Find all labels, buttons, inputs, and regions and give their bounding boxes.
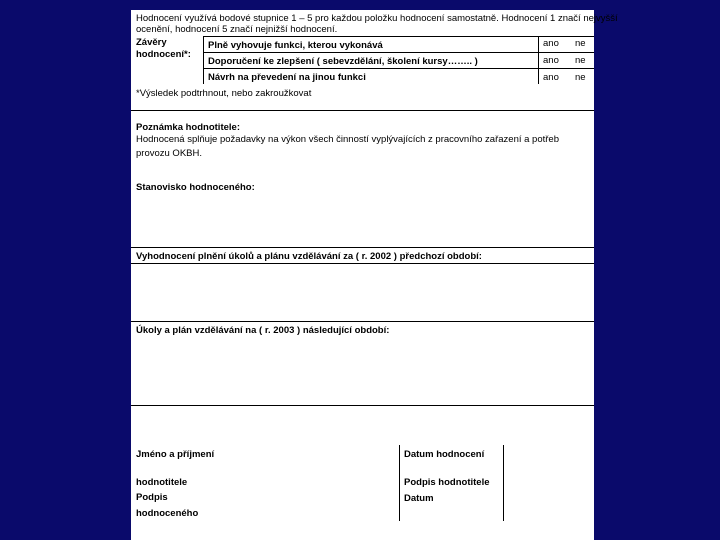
conclusions-left-rule <box>203 36 204 84</box>
conclusion-row-yes[interactable]: ano <box>543 55 559 66</box>
conclusion-row-text: Doporučení ke zlepšení ( sebevzdělání, školení kursy…….. ) <box>208 56 478 67</box>
evaluator-note-title: Poznámka hodnotitele: <box>136 122 240 133</box>
name-label: Jméno a příjmení <box>136 449 215 460</box>
signature-field[interactable] <box>503 445 594 521</box>
evaluated-label: hodnoceného <box>136 508 199 519</box>
conclusions-label-line1: Závěry <box>136 37 167 48</box>
conclusion-row-no[interactable]: ne <box>575 55 586 66</box>
tasks-plan-title: Úkoly a plán vzdělávání na ( r. 2003 ) následující období: <box>136 325 390 336</box>
conclusion-row-yes[interactable]: ano <box>543 38 559 49</box>
conclusion-row-text: Plně vyhovuje funkci, kterou vykonává <box>208 40 383 51</box>
conclusions-option-rule <box>538 36 539 84</box>
evaluation-tasks-field[interactable] <box>131 264 594 319</box>
evaluation-form-page <box>131 10 618 540</box>
evaluated-opinion-title: Stanovisko hodnoceného: <box>136 182 255 193</box>
evaluated-opinion-field[interactable] <box>131 195 594 245</box>
section-divider <box>131 247 594 248</box>
section-divider <box>131 110 594 111</box>
conclusion-row-no[interactable]: ne <box>575 72 586 83</box>
section-divider <box>131 321 594 322</box>
conclusions-footnote: *Výsledek podtrhnout, nebo zakroužkovat <box>136 88 312 99</box>
conclusion-row-no[interactable]: ne <box>575 38 586 49</box>
conclusion-row-divider <box>203 52 594 53</box>
evaluator-signature-label: Podpis hodnotitele <box>404 477 490 488</box>
date-label: Datum <box>404 493 434 504</box>
evaluator-note-line1: Hodnocená splňuje požadavky na výkon všech činností vyplývajících z pracovního zařazení a potřeb <box>136 134 559 145</box>
signature-label: Podpis <box>136 492 168 503</box>
conclusion-row-yes[interactable]: ano <box>543 72 559 83</box>
tasks-plan-field[interactable] <box>131 338 594 403</box>
evaluator-note-line2: provozu OKBH. <box>136 148 202 159</box>
conclusions-top-rule <box>203 36 594 37</box>
date-evaluation-label: Datum hodnocení <box>404 449 485 460</box>
conclusion-row-divider <box>203 68 594 69</box>
conclusion-row-text: Návrh na převedení na jinou funkci <box>208 72 366 83</box>
evaluator-label: hodnotitele <box>136 477 188 488</box>
signature-divider-left <box>399 445 400 521</box>
intro-text-line2: ocenění, hodnocení 5 značí nejnižší hodnocení. <box>136 24 338 35</box>
evaluation-tasks-title: Vyhodnocení plnění úkolů a plánu vzdělávání za ( r. 2002 ) předchozí období: <box>136 251 482 262</box>
conclusions-label-line2: hodnocení*: <box>136 49 191 60</box>
intro-text-line1: Hodnocení využívá bodové stupnice 1 – 5 pro každou položku hodnocení samostatně. Hodnocení 1 značí nejvyšší <box>136 13 618 24</box>
section-divider <box>131 405 594 406</box>
